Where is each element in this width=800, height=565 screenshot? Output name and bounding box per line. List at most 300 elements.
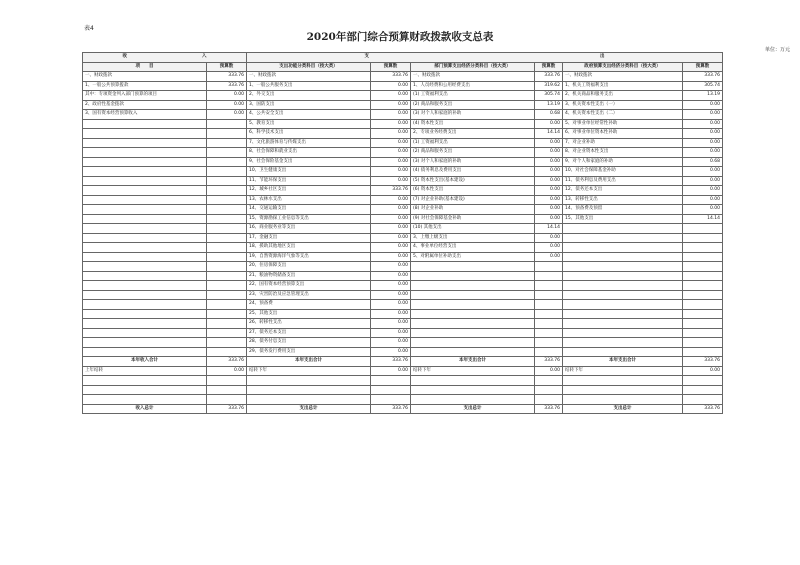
dept-econ-value: 0.00 xyxy=(535,138,563,148)
income-value: 333.76 xyxy=(207,81,247,91)
page-label: 表4 xyxy=(84,25,94,32)
gov-econ-value xyxy=(683,243,723,253)
page-title: 2020年部门综合预算财政拨款收支总表 xyxy=(306,31,494,43)
grand-total-label: 支出总计 xyxy=(563,404,683,414)
function-value: 0.00 xyxy=(371,290,411,300)
section-header-row xyxy=(83,53,723,63)
income-item: 2、政府性基金拨款 xyxy=(83,100,207,110)
dept-econ-value xyxy=(535,271,563,281)
function-item: 5、教育支出 xyxy=(247,119,371,129)
dept-econ-item xyxy=(411,328,535,338)
income-char-1: 收 xyxy=(122,54,127,60)
function-item: 20、住房保障支出 xyxy=(247,262,371,272)
table-row xyxy=(83,328,723,338)
total-label: 本年支出合计 xyxy=(247,357,371,367)
col-header-budget: 预算数 xyxy=(207,62,247,72)
income-item xyxy=(83,281,207,291)
grand-total-label: 支出总计 xyxy=(411,404,535,414)
dept-econ-item xyxy=(411,309,535,319)
income-item xyxy=(83,233,207,243)
function-item: 19、自然资源海洋气象等支出 xyxy=(247,252,371,262)
carry-value: 0.00 xyxy=(535,366,563,376)
gov-econ-item: 14、预备费及预留 xyxy=(563,205,683,215)
table-row xyxy=(83,110,723,120)
income-value xyxy=(207,262,247,272)
function-value: 0.00 xyxy=(371,110,411,120)
income-item: 3、国有资本经营预算收入 xyxy=(83,110,207,120)
dept-econ-item xyxy=(411,347,535,357)
dept-econ-item xyxy=(411,262,535,272)
dept-econ-item: (10) 其他支出 xyxy=(411,224,535,234)
income-value xyxy=(207,243,247,253)
dept-econ-item xyxy=(411,271,535,281)
income-value xyxy=(207,319,247,329)
function-item: 12、城乡社区支出 xyxy=(247,186,371,196)
dept-econ-item: 4、事业单位经营支出 xyxy=(411,243,535,253)
gov-econ-value xyxy=(683,281,723,291)
gov-econ-value: 0.00 xyxy=(683,138,723,148)
function-value: 0.00 xyxy=(371,167,411,177)
income-value xyxy=(207,157,247,167)
carry-label: 结转下年 xyxy=(411,366,535,376)
income-char-2: 入 xyxy=(202,54,207,60)
income-item xyxy=(83,176,207,186)
dept-econ-value: 13.19 xyxy=(535,100,563,110)
function-value: 0.00 xyxy=(371,205,411,215)
carry-value: 0.00 xyxy=(683,366,723,376)
gov-econ-value xyxy=(683,252,723,262)
gov-econ-item xyxy=(563,243,683,253)
income-item xyxy=(83,214,207,224)
table-row xyxy=(83,195,723,205)
income-value xyxy=(207,347,247,357)
income-item xyxy=(83,252,207,262)
total-value: 333.76 xyxy=(371,357,411,367)
dept-econ-item: (3) 对个人和家庭的补助 xyxy=(411,157,535,167)
function-item: 27、债务还本支出 xyxy=(247,328,371,338)
function-value: 0.00 xyxy=(371,176,411,186)
dept-econ-value: 0.00 xyxy=(535,214,563,224)
table-row xyxy=(83,176,723,186)
table-row xyxy=(83,300,723,310)
empty-row xyxy=(83,376,723,386)
dept-econ-item: (4) 资本性支出 xyxy=(411,119,535,129)
gov-econ-item: 15、其他支出 xyxy=(563,214,683,224)
table-row xyxy=(83,262,723,272)
carry-label: 上年结转 xyxy=(83,366,207,376)
table-row xyxy=(83,72,723,82)
function-item: 22、国有资本经营预算支出 xyxy=(247,281,371,291)
gov-econ-item: 12、债务还本支出 xyxy=(563,186,683,196)
dept-econ-value: 0.00 xyxy=(535,252,563,262)
function-item: 17、金融支出 xyxy=(247,233,371,243)
gov-econ-item xyxy=(563,347,683,357)
function-value: 0.00 xyxy=(371,271,411,281)
dept-econ-item: (7) 对企业补助(基本建设) xyxy=(411,195,535,205)
income-item xyxy=(83,290,207,300)
gov-econ-item xyxy=(563,290,683,300)
gov-econ-item xyxy=(563,319,683,329)
gov-econ-item xyxy=(563,300,683,310)
dept-econ-item: (5) 资本性支出(基本建设) xyxy=(411,176,535,186)
function-item: 11、节能环保支出 xyxy=(247,176,371,186)
function-item: 13、农林水支出 xyxy=(247,195,371,205)
income-item xyxy=(83,319,207,329)
dept-econ-item: (8) 对企业补助 xyxy=(411,205,535,215)
gov-econ-value: 0.00 xyxy=(683,129,723,139)
function-value: 0.00 xyxy=(371,243,411,253)
income-item xyxy=(83,262,207,272)
function-value: 0.00 xyxy=(371,129,411,139)
gov-econ-item: 7、对企业补助 xyxy=(563,138,683,148)
table-row xyxy=(83,157,723,167)
gov-econ-value xyxy=(683,338,723,348)
income-item: 其中：专项资金列入部门预算的项目 xyxy=(83,91,207,101)
function-item: 3、国防支出 xyxy=(247,100,371,110)
function-item: 4、公共安全支出 xyxy=(247,110,371,120)
income-item xyxy=(83,186,207,196)
function-item: 7、文化旅游体育与传媒支出 xyxy=(247,138,371,148)
income-value xyxy=(207,214,247,224)
table-row xyxy=(83,309,723,319)
function-value: 0.00 xyxy=(371,319,411,329)
income-item xyxy=(83,205,207,215)
income-value: 0.00 xyxy=(207,100,247,110)
gov-econ-value: 0.68 xyxy=(683,157,723,167)
function-item: 1、一般公共服务支出 xyxy=(247,81,371,91)
function-item: 26、转移性支出 xyxy=(247,319,371,329)
dept-econ-value xyxy=(535,319,563,329)
function-value: 0.00 xyxy=(371,309,411,319)
dept-econ-item: (3) 对个人和家庭的补助 xyxy=(411,110,535,120)
dept-econ-item: (2) 商品和服务支出 xyxy=(411,148,535,158)
income-item xyxy=(83,119,207,129)
expense-char-2: 出 xyxy=(600,54,605,60)
grand-total-label: 收入总计 xyxy=(83,404,207,414)
income-value xyxy=(207,233,247,243)
col-header-budget: 预算数 xyxy=(535,62,563,72)
carry-value: 0.00 xyxy=(207,366,247,376)
income-value xyxy=(207,309,247,319)
grand-total-value: 333.76 xyxy=(535,404,563,414)
table-row xyxy=(83,214,723,224)
grand-total-label: 支出总计 xyxy=(247,404,371,414)
dept-econ-item xyxy=(411,338,535,348)
dept-econ-value: 0.00 xyxy=(535,233,563,243)
function-item: 25、其他支出 xyxy=(247,309,371,319)
gov-econ-item xyxy=(563,262,683,272)
function-item: 23、灾害防治及应急管理支出 xyxy=(247,290,371,300)
table-row xyxy=(83,281,723,291)
function-item: 24、预备费 xyxy=(247,300,371,310)
dept-econ-value xyxy=(535,281,563,291)
table-row xyxy=(83,243,723,253)
dept-econ-item: (9) 对社会保障基金补助 xyxy=(411,214,535,224)
gov-econ-value xyxy=(683,262,723,272)
dept-econ-value xyxy=(535,300,563,310)
total-label: 本年支出合计 xyxy=(563,357,683,367)
gov-econ-value xyxy=(683,271,723,281)
dept-econ-value: 0.00 xyxy=(535,176,563,186)
function-value: 0.00 xyxy=(371,281,411,291)
table-row xyxy=(83,205,723,215)
dept-econ-value: 333.76 xyxy=(535,72,563,82)
grand-total-value: 333.76 xyxy=(683,404,723,414)
dept-econ-item: (1) 工资福利支出 xyxy=(411,91,535,101)
gov-econ-item xyxy=(563,271,683,281)
function-value: 0.00 xyxy=(371,300,411,310)
dept-econ-value: 319.62 xyxy=(535,81,563,91)
income-item xyxy=(83,328,207,338)
dept-econ-value: 0.00 xyxy=(535,167,563,177)
income-value xyxy=(207,338,247,348)
dept-econ-value: 305.74 xyxy=(535,91,563,101)
dept-econ-value: 0.00 xyxy=(535,157,563,167)
function-value: 0.00 xyxy=(371,195,411,205)
total-value: 333.76 xyxy=(207,357,247,367)
income-value xyxy=(207,176,247,186)
table-row xyxy=(83,148,723,158)
function-item: 9、社会保险基金支出 xyxy=(247,157,371,167)
grand-total-row xyxy=(83,404,723,414)
gov-econ-item: 1、机关工资福利支出 xyxy=(563,81,683,91)
function-item: 21、粮油物资储备支出 xyxy=(247,271,371,281)
income-value xyxy=(207,300,247,310)
function-value: 0.00 xyxy=(371,157,411,167)
table-row xyxy=(83,338,723,348)
income-value xyxy=(207,290,247,300)
gov-econ-value: 305.74 xyxy=(683,81,723,91)
dept-econ-value xyxy=(535,338,563,348)
table-row xyxy=(83,167,723,177)
gov-econ-item xyxy=(563,338,683,348)
table-row xyxy=(83,91,723,101)
function-value: 0.00 xyxy=(371,91,411,101)
function-item: 29、债务发行费用支出 xyxy=(247,347,371,357)
gov-econ-value: 0.00 xyxy=(683,110,723,120)
dept-econ-value: 14.14 xyxy=(535,224,563,234)
dept-econ-value: 14.14 xyxy=(535,129,563,139)
dept-econ-value: 0.68 xyxy=(535,110,563,120)
function-item: 8、社会保障和就业支出 xyxy=(247,148,371,158)
gov-econ-value: 0.00 xyxy=(683,100,723,110)
gov-econ-item: 6、对事业单位资本性补助 xyxy=(563,129,683,139)
income-value xyxy=(207,271,247,281)
expense-char-1: 支 xyxy=(364,54,369,60)
income-value: 333.76 xyxy=(207,72,247,82)
gov-econ-item: 2、机关商品和服务支出 xyxy=(563,91,683,101)
dept-econ-value: 0.00 xyxy=(535,119,563,129)
gov-econ-item xyxy=(563,224,683,234)
table-row xyxy=(83,81,723,91)
dept-econ-value: 0.00 xyxy=(535,195,563,205)
gov-econ-value: 0.00 xyxy=(683,195,723,205)
function-value: 333.76 xyxy=(371,186,411,196)
income-item xyxy=(83,138,207,148)
gov-econ-item: 13、转移性支出 xyxy=(563,195,683,205)
gov-econ-item: 4、机关资本性支出（二） xyxy=(563,110,683,120)
income-value xyxy=(207,224,247,234)
function-value: 0.00 xyxy=(371,328,411,338)
gov-econ-value xyxy=(683,309,723,319)
dept-econ-value xyxy=(535,347,563,357)
income-item xyxy=(83,243,207,253)
income-item xyxy=(83,129,207,139)
gov-econ-value xyxy=(683,224,723,234)
empty-row xyxy=(83,395,723,405)
gov-econ-item: 10、对社会保障基金补助 xyxy=(563,167,683,177)
function-value: 0.00 xyxy=(371,148,411,158)
function-value: 0.00 xyxy=(371,119,411,129)
total-label: 本年收入合计 xyxy=(83,357,207,367)
col-header-dept-economic: 部门预算支出经济分类科目（按大类） xyxy=(411,62,535,72)
dept-econ-value xyxy=(535,262,563,272)
col-header-item: 项 目 xyxy=(83,62,207,72)
budget-table xyxy=(82,52,723,414)
table-row xyxy=(83,224,723,234)
col-header-budget: 预算数 xyxy=(371,62,411,72)
income-section-header xyxy=(83,53,247,63)
year-total-row xyxy=(83,357,723,367)
table-body xyxy=(83,72,723,357)
carry-label: 结转下年 xyxy=(563,366,683,376)
dept-econ-item: (2) 商品和服务支出 xyxy=(411,100,535,110)
gov-econ-item xyxy=(563,281,683,291)
function-item: 6、科学技术支出 xyxy=(247,129,371,139)
dept-econ-value xyxy=(535,328,563,338)
gov-econ-item xyxy=(563,309,683,319)
function-item: 10、卫生健康支出 xyxy=(247,167,371,177)
total-value: 333.76 xyxy=(535,357,563,367)
income-item: 一、财政拨款 xyxy=(83,72,207,82)
income-value xyxy=(207,328,247,338)
function-item: 28、债务付息支出 xyxy=(247,338,371,348)
function-item: 2、外交支出 xyxy=(247,91,371,101)
function-item: 一、财政拨款 xyxy=(247,72,371,82)
income-item xyxy=(83,309,207,319)
income-item xyxy=(83,224,207,234)
table-row xyxy=(83,186,723,196)
income-item xyxy=(83,195,207,205)
function-item: 14、交通运输支出 xyxy=(247,205,371,215)
function-value: 0.00 xyxy=(371,347,411,357)
function-item: 16、商业服务业等支出 xyxy=(247,224,371,234)
income-value xyxy=(207,129,247,139)
income-value xyxy=(207,195,247,205)
grand-total-value: 333.76 xyxy=(371,404,411,414)
table-row xyxy=(83,119,723,129)
income-item xyxy=(83,338,207,348)
income-value xyxy=(207,186,247,196)
gov-econ-value xyxy=(683,347,723,357)
gov-econ-item xyxy=(563,328,683,338)
dept-econ-item xyxy=(411,290,535,300)
gov-econ-value xyxy=(683,328,723,338)
function-value: 0.00 xyxy=(371,262,411,272)
gov-econ-item: 9、对个人和家庭的补助 xyxy=(563,157,683,167)
gov-econ-value: 0.00 xyxy=(683,186,723,196)
income-item xyxy=(83,167,207,177)
dept-econ-item: 3、上缴上级支出 xyxy=(411,233,535,243)
function-value: 333.76 xyxy=(371,72,411,82)
dept-econ-item xyxy=(411,319,535,329)
dept-econ-item: 5、对附属单位补助支出 xyxy=(411,252,535,262)
income-value xyxy=(207,138,247,148)
empty-row xyxy=(83,385,723,395)
income-value xyxy=(207,281,247,291)
dept-econ-item: 一、财政拨款 xyxy=(411,72,535,82)
carry-value: 0.00 xyxy=(371,366,411,376)
function-value: 0.00 xyxy=(371,338,411,348)
dept-econ-item: (1) 工资福利支出 xyxy=(411,138,535,148)
dept-econ-item: (4) 债务利息及费用支出 xyxy=(411,167,535,177)
income-value xyxy=(207,205,247,215)
income-value xyxy=(207,148,247,158)
expense-section-header xyxy=(247,53,723,63)
table-row xyxy=(83,347,723,357)
dept-econ-value: 0.00 xyxy=(535,243,563,253)
dept-econ-item: 2、专项业务经费支出 xyxy=(411,129,535,139)
dept-econ-value: 0.00 xyxy=(535,186,563,196)
gov-econ-item: 5、对事业单位经常性补助 xyxy=(563,119,683,129)
dept-econ-value xyxy=(535,309,563,319)
function-value: 0.00 xyxy=(371,100,411,110)
function-value: 0.00 xyxy=(371,214,411,224)
gov-econ-value: 14.14 xyxy=(683,214,723,224)
col-header-budget: 预算数 xyxy=(683,62,723,72)
income-item xyxy=(83,347,207,357)
dept-econ-item xyxy=(411,281,535,291)
gov-econ-value xyxy=(683,300,723,310)
dept-econ-item xyxy=(411,300,535,310)
table-row xyxy=(83,100,723,110)
gov-econ-value: 0.00 xyxy=(683,205,723,215)
dept-econ-value: 0.00 xyxy=(535,205,563,215)
gov-econ-value xyxy=(683,319,723,329)
total-label: 本年支出合计 xyxy=(411,357,535,367)
grand-total-value: 333.76 xyxy=(207,404,247,414)
gov-econ-value xyxy=(683,233,723,243)
carry-label: 结转下年 xyxy=(247,366,371,376)
gov-econ-value: 0.00 xyxy=(683,176,723,186)
function-value: 0.00 xyxy=(371,233,411,243)
income-item xyxy=(83,271,207,281)
gov-econ-value xyxy=(683,290,723,300)
income-value xyxy=(207,119,247,129)
income-value xyxy=(207,167,247,177)
dept-econ-value: 0.00 xyxy=(535,148,563,158)
income-item: 1、一般公共预算拨款 xyxy=(83,81,207,91)
gov-econ-item xyxy=(563,233,683,243)
function-value: 0.00 xyxy=(371,138,411,148)
dept-econ-item: (6) 资本性支出 xyxy=(411,186,535,196)
column-header-row xyxy=(83,62,723,72)
income-item xyxy=(83,148,207,158)
gov-econ-item: 一、财政拨款 xyxy=(563,72,683,82)
col-header-gov-economic: 政府预算支出经济分类科目（按大类） xyxy=(563,62,683,72)
table-row xyxy=(83,252,723,262)
gov-econ-value: 333.76 xyxy=(683,72,723,82)
table-row xyxy=(83,233,723,243)
gov-econ-item: 3、机关资本性支出（一） xyxy=(563,100,683,110)
table-row xyxy=(83,138,723,148)
table-row xyxy=(83,290,723,300)
income-value: 0.00 xyxy=(207,91,247,101)
gov-econ-item: 11、债务利息及费用支出 xyxy=(563,176,683,186)
table-row xyxy=(83,319,723,329)
total-value: 333.76 xyxy=(683,357,723,367)
gov-econ-item: 8、对企业资本性支出 xyxy=(563,148,683,158)
